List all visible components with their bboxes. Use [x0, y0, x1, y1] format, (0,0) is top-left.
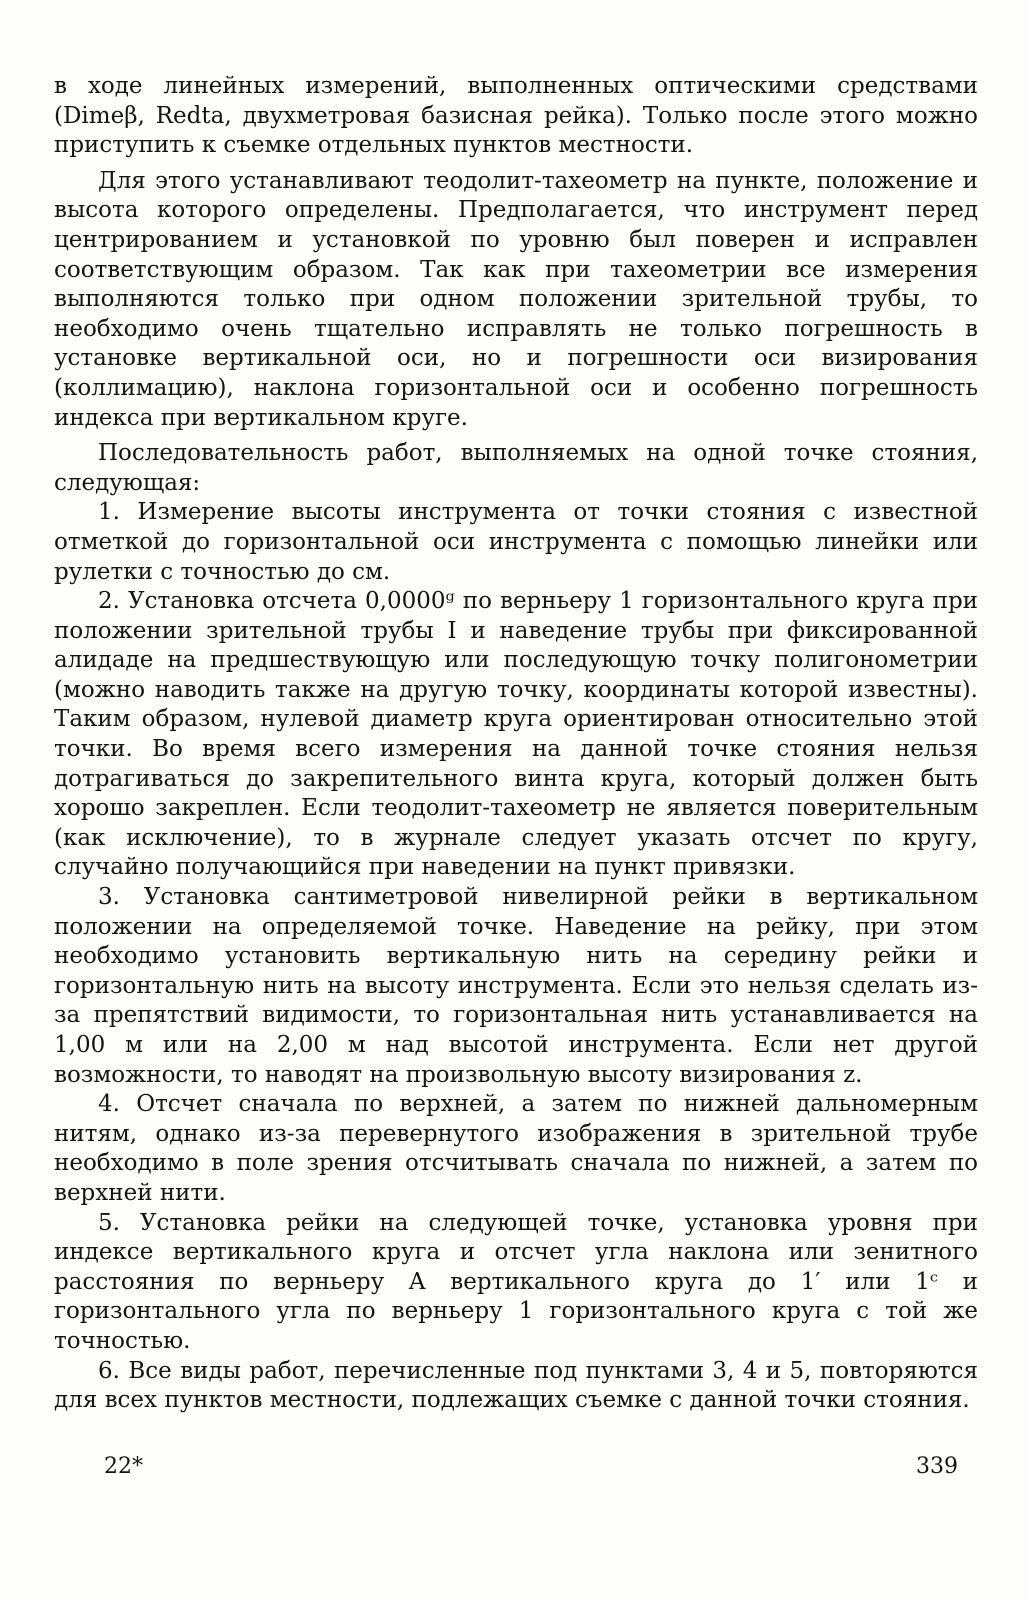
- list-item-6: 6. Все виды работ, перечисленные под пунктами 3, 4 и 5, повторяются для всех пунктов местности, подлежащих съемке с данной точки стояния.: [54, 1357, 978, 1414]
- list-item-4: 4. Отсчет сначала по верхней, а затем по нижней дальномерным нитям, однако из-за перевернутого изображения в зрительной трубе необходимо в поле зрения отсчитывать сначала по нижней, а затем по верхней нити.: [54, 1091, 978, 1206]
- paragraph-continuation: в ходе линейных измерений, выполненных оптическими средствами (Dimeβ, Redta, двухметровая базисная рейка). Только после этого можно приступить к съемке отдельных пунктов местности.: [54, 73, 978, 159]
- list-item-3: 3. Установка сантиметровой нивелирной рейки в вертикальном положении на определяемой точке. Наведение на рейку, при этом необходимо установить вертикальную нить на середину рейки и горизонтальную нить на высоту инструмента. Если это нельзя сделать из-за препятствий видимости, то горизонтальная нить устанавливается на 1,00 м или на 2,00 м над высотой инструмента. Если нет другой возможности, то наводят на произвольную высоту визирования z.: [54, 884, 978, 1088]
- list-item-1: 1. Измерение высоты инструмента от точки стояния с известной отметкой до горизонтальной оси инструмента с помощью линейки или рулетки с точностью до см.: [54, 499, 978, 585]
- paragraph-setup: Для этого устанавливают теодолит-тахеометр на пункте, положение и высота которого определены. Предполагается, что инструмент перед центрированием и установкой по уровню был поверен и исправлен соответствующим образом. Так как при тахеометрии все измерения выполняются только при одном положении зрительной трубы, то необходимо очень тщательно исправлять не только погрешность в установке вертикальной оси, но и погрешности оси визирования (коллимацию), наклона горизонтальной оси и особенно погрешность индекса при вертикальном круге.: [54, 167, 978, 431]
- list-item-5: 5. Установка рейки на следующей точке, установка уровня при индексе вертикального круга и отсчет угла наклона или зенитного расстояния по верньеру A вертикального круга до 1′ или 1ᶜ и горизонтального угла по верньеру 1 горизонтального круга с той же точностью.: [54, 1209, 978, 1354]
- list-item-2: 2. Установка отсчета 0,0000ᵍ по верньеру 1 горизонтального круга при положении зрительной трубы I и наведение трубы при фиксированной алидаде на предшествующую или последующую точку полигонометрии (можно наводить также на другую точку, координаты которой известны). Таким образом, нулевой диаметр круга ориентирован относительно этой точки. Во время всего измерения на данной точке стояния нельзя дотрагиваться до закрепительного винта круга, который должен быть хорошо закреплен. Если теодолит-тахеометр не является поверительным (как исключение), то в журнале следует указать отсчет по кругу, случайно получающийся при наведении на пункт привязки.: [54, 588, 978, 881]
- body-text: [54, 72, 978, 1416]
- page-footer: [0, 1454, 1026, 1484]
- page-number: 339: [916, 1454, 958, 1479]
- printer-signature: 22*: [104, 1454, 143, 1479]
- paragraph-sequence-intro: Последовательность работ, выполняемых на одной точке стояния, следующая:: [54, 440, 978, 496]
